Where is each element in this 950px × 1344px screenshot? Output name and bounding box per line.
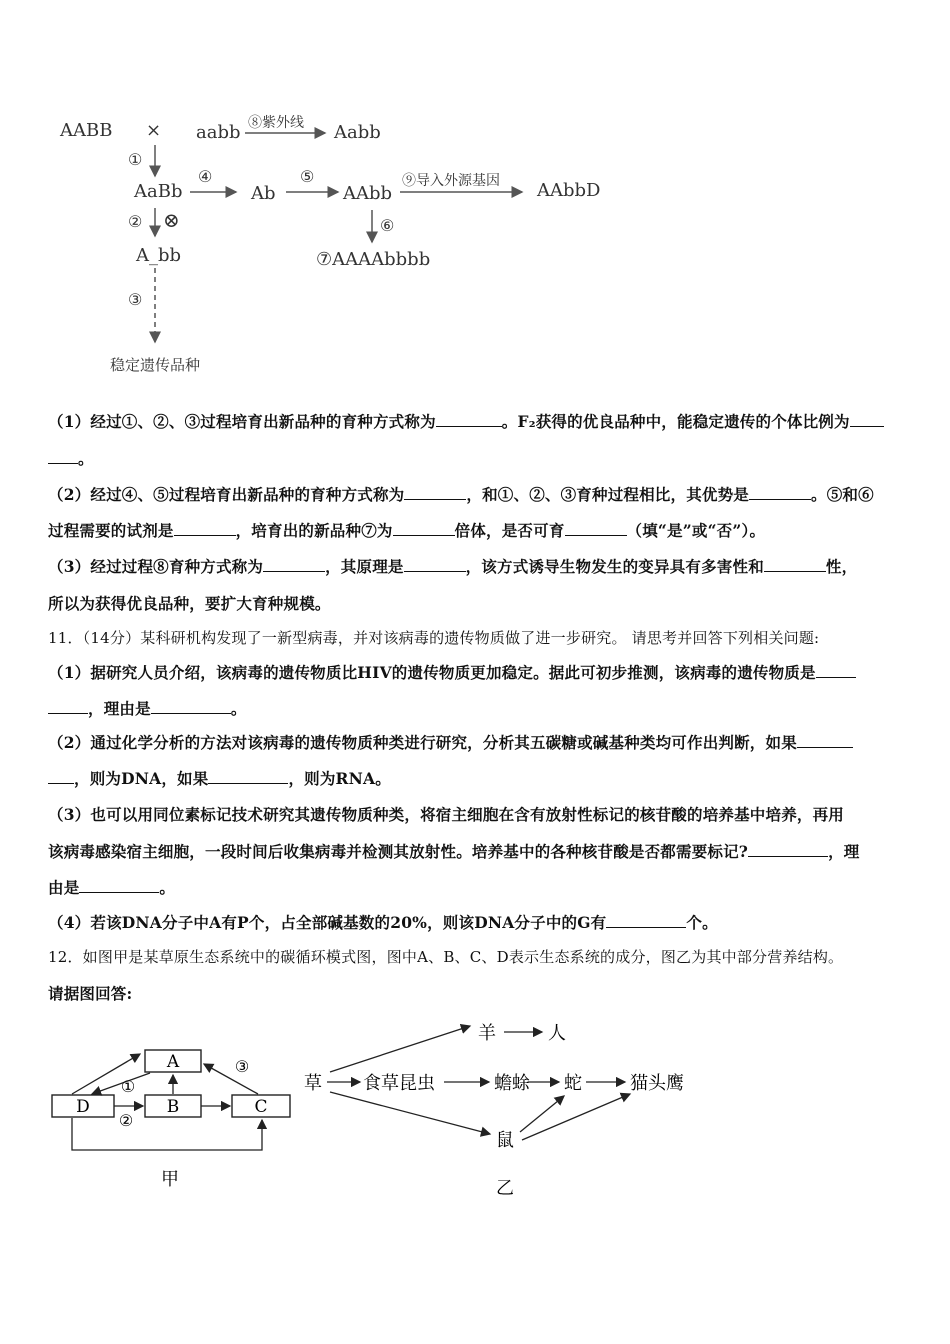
label-b: B xyxy=(166,1097,180,1117)
q10-part3-line2 xyxy=(48,592,331,614)
step3-label: ③ xyxy=(128,290,143,309)
answer-blank[interactable] xyxy=(850,425,884,427)
q11-part1-line2 xyxy=(48,697,247,719)
step6-label: ⑥ xyxy=(380,216,395,235)
q11-p4-text-a: （4）若该DNA分子中A有P个，占全部碱基数的20%，则该DNA分子中的G有 xyxy=(48,913,607,932)
q12-subheading xyxy=(48,982,132,1004)
q10-part2-line2 xyxy=(48,519,765,541)
q11-p2-text-a: （2）通过化学分析的方法对该病毒的遗传物质种类进行研究，分析其五碳糖或碱基种类均可作出判断，如果 xyxy=(48,733,797,752)
q11-part2-line1 xyxy=(48,731,853,753)
q12-heading xyxy=(48,946,843,967)
step1-label: ① xyxy=(128,150,143,169)
q11-part3-line1 xyxy=(48,803,844,825)
q10-p3-text-c: ，该方式诱导生物发生的变异具有多害性和 xyxy=(465,557,764,576)
label-d: D xyxy=(76,1097,90,1117)
q10-p3-text-a: （3）经过过程⑧育种方式称为 xyxy=(48,557,264,576)
answer-blank[interactable] xyxy=(48,782,74,784)
answer-blank[interactable] xyxy=(208,782,288,784)
step9-label: ⑨导入外源基因 xyxy=(402,173,500,189)
caption-yi: 乙 xyxy=(496,1178,514,1199)
f1-aabb: AaBb xyxy=(134,181,183,202)
label-n3: ③ xyxy=(234,1057,250,1076)
q10-p1-text-b: 。F₂获得的优良品种中，能稳定遗传的个体比例为 xyxy=(501,412,850,431)
step5-label: ⑤ xyxy=(300,167,315,186)
caption-jia: 甲 xyxy=(161,1169,179,1190)
step2-label: ② xyxy=(128,212,143,231)
q11-p3-text-a: （3）也可以用同位素标记技术研究其遗传物质种类，将宿主细胞在含有放射性标记的核苷酸的培养基中培养，再用 xyxy=(48,805,844,824)
node-insect: 食草昆虫 xyxy=(363,1073,435,1094)
answer-blank[interactable] xyxy=(436,425,502,427)
q10-p3-text-e: 所以为获得优良品种，要扩大育种规模。 xyxy=(48,594,331,613)
arrow-grass-sheep xyxy=(330,1026,470,1072)
answer-blank[interactable] xyxy=(48,462,78,464)
answer-blank[interactable] xyxy=(263,570,325,572)
parent-aabb-dominant: AABB xyxy=(60,120,113,141)
q11-p1-text-c: 。 xyxy=(230,699,247,718)
f2-a-bb: A_bb xyxy=(136,245,182,266)
q10-p2-text-g: （填“是”或“否”）。 xyxy=(626,521,766,540)
q11-p3-text-d: 由是 xyxy=(48,878,80,897)
selfing-symbol: ⊗ xyxy=(163,208,180,232)
q11-p1-text-b: ，理由是 xyxy=(88,699,151,718)
node-rat: 鼠 xyxy=(496,1130,514,1151)
arrow-d-to-c xyxy=(72,1118,262,1150)
q10-p2-text-e: ，培育出的新品种⑦为 xyxy=(235,521,393,540)
q11-heading-text: 11．（14分）某科研机构发现了一新型病毒，并对该病毒的遗传物质做了进一步研究。 请思考并回答下列相关问题: xyxy=(48,629,820,647)
answer-blank[interactable] xyxy=(748,855,828,857)
tetraploid-label: ⑦AAAAbbbb xyxy=(316,249,431,270)
arrow-rat-snake xyxy=(520,1096,564,1132)
q11-p2-text-b: ，则为DNA，如果 xyxy=(74,769,209,788)
q11-part3-line2 xyxy=(48,840,860,862)
label-a: A xyxy=(166,1052,180,1072)
q10-p1-text-a: （1）经过①、②、③过程培育出新品种的育种方式称为 xyxy=(48,412,436,431)
answer-blank[interactable] xyxy=(797,746,853,748)
q10-p2-text-f: 倍体，是否可育 xyxy=(454,521,565,540)
answer-blank[interactable] xyxy=(151,712,231,714)
node-human: 人 xyxy=(548,1023,566,1044)
node-snake: 蛇 xyxy=(564,1073,582,1094)
answer-blank[interactable] xyxy=(79,891,159,893)
haploid-ab: Ab xyxy=(251,183,276,204)
q10-part2-line1 xyxy=(48,483,874,505)
q11-p2-text-c: ，则为RNA。 xyxy=(288,769,391,788)
q10-p2-text-b: ，和①、②、③育种过程相比，其优势是 xyxy=(466,485,749,504)
answer-blank[interactable] xyxy=(764,570,826,572)
q10-p2-text-d: 过程需要的试剂是 xyxy=(48,521,174,540)
stable-variety-label: 稳定遗传品种 xyxy=(110,356,201,374)
q11-p3-text-b: 该病毒感染宿主细胞，一段时间后收集病毒并检测其放射性。培养基中的各种核苷酸是否都需要标记? xyxy=(48,842,749,861)
q10-p1-text-c: 。 xyxy=(78,449,94,468)
step8-label: ⑧紫外线 xyxy=(248,115,304,131)
q10-part1-line2 xyxy=(48,447,94,469)
q10-part1-line1 xyxy=(48,410,884,432)
answer-blank[interactable] xyxy=(404,498,466,500)
q10-p3-text-b: ，其原理是 xyxy=(325,557,404,576)
q11-heading xyxy=(48,627,819,648)
node-sheep: 羊 xyxy=(478,1023,496,1044)
step4-label: ④ xyxy=(198,167,213,186)
answer-blank[interactable] xyxy=(404,570,466,572)
doubled-aabb: AAbb xyxy=(343,183,393,204)
mutant-aabb: Aabb xyxy=(334,122,381,143)
arrow-c-to-a xyxy=(204,1064,258,1094)
q11-part2-line2 xyxy=(48,767,391,789)
q11-p3-text-e: 。 xyxy=(159,878,176,897)
label-n2: ② xyxy=(118,1111,134,1130)
q10-p2-text-a: （2）经过④、⑤过程培育出新品种的育种方式称为 xyxy=(48,485,405,504)
q11-p4-text-b: 个。 xyxy=(686,913,718,932)
q12-subheading-text: 请据图回答: xyxy=(48,984,133,1003)
answer-blank[interactable] xyxy=(393,534,455,536)
q11-part3-line3 xyxy=(48,876,175,898)
q10-p3-text-d: 性， xyxy=(825,557,858,576)
q11-part4 xyxy=(48,911,718,933)
parent-aabb-recessive: aabb xyxy=(196,122,241,143)
label-n1: ① xyxy=(120,1077,136,1096)
cross-symbol: × xyxy=(146,120,162,141)
node-toad: 蟾蜍 xyxy=(494,1073,530,1094)
food-web-diagram xyxy=(300,1010,720,1210)
answer-blank[interactable] xyxy=(606,926,686,928)
transgenic-aabbd: AAbbD xyxy=(537,180,601,201)
label-c: C xyxy=(254,1097,268,1117)
q11-part1-line1 xyxy=(48,661,856,683)
answer-blank[interactable] xyxy=(174,534,236,536)
q10-part3-line1 xyxy=(48,555,857,577)
node-owl: 猫头鹰 xyxy=(630,1073,684,1094)
carbon-cycle-diagram xyxy=(0,1030,320,1200)
node-grass: 草 xyxy=(304,1073,322,1094)
answer-blank[interactable] xyxy=(749,498,811,500)
q11-p1-text-a: （1）据研究人员介绍，该病毒的遗传物质比HIV的遗传物质更加稳定。据此可初步推测，该病毒的遗传物质是 xyxy=(48,663,816,682)
answer-blank[interactable] xyxy=(48,712,88,714)
arrow-grass-rat xyxy=(330,1092,490,1134)
q11-p3-text-c: ，理 xyxy=(828,842,860,861)
q10-p2-text-c: 。⑤和⑥ xyxy=(811,485,874,504)
q12-heading-text: 12．如图甲是某草原生态系统中的碳循环模式图，图中A、B、C、D表示生态系统的成分，图乙为其中部分营养结构。 xyxy=(48,948,844,966)
answer-blank[interactable] xyxy=(816,676,856,678)
answer-blank[interactable] xyxy=(565,534,627,536)
